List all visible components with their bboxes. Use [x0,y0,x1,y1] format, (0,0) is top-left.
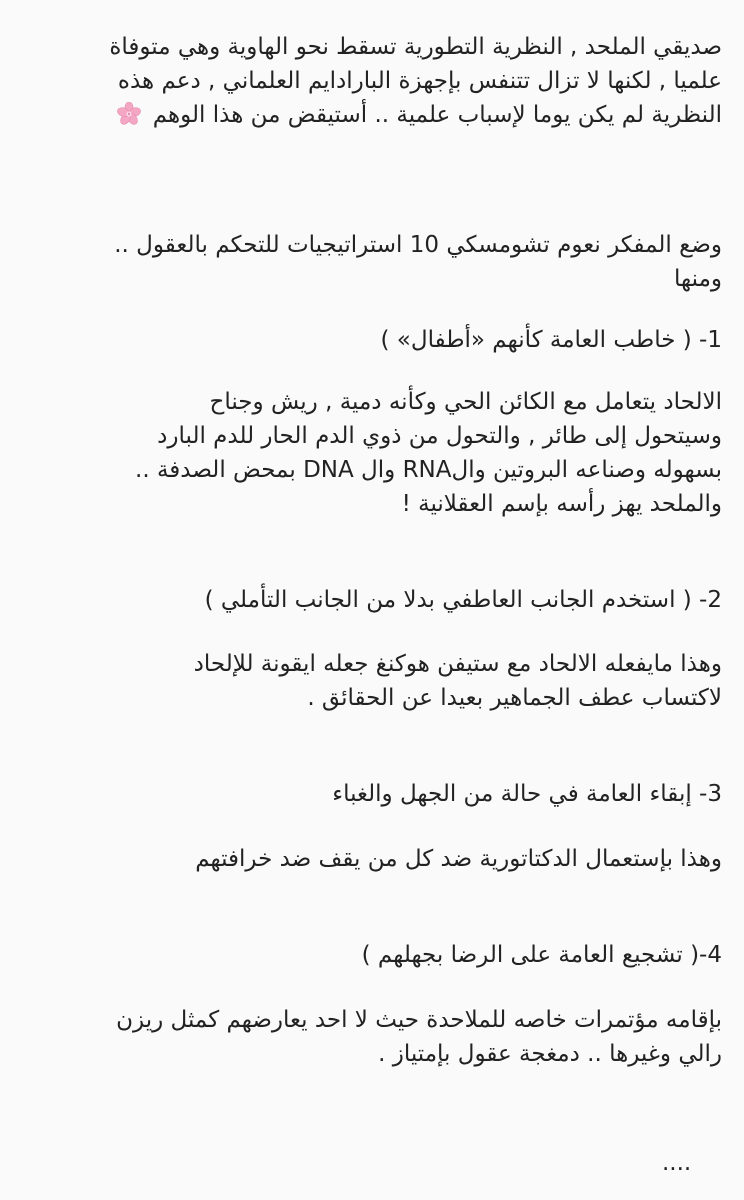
section-3-heading: 3- إبقاء العامة في حالة من الجهل والغباء [332,781,722,807]
section-2-body [40,647,722,715]
intro-line-last: النظرية لم يكن يوما لإسباب علمية .. أستيقض من هذا الوهم [40,98,722,132]
section-2-body-line: لاكتساب عطف الجماهير بعيدا عن الحقائق . [307,685,722,711]
section-3-body [40,842,722,876]
section-1-body-line: وسيتحول إلى طائر , والتحول من ذوي الدم الحار للدم البارد [157,423,722,449]
section-1-body-line: والملحد يهز رأسه بإسم العقلانية ! [401,491,722,517]
section-4-body [40,1003,722,1071]
intro-line: علميا , لكنها لا تزال تتنفس بإجهزة البارادايم العلماني , دعم هذه [117,68,722,94]
section-1-body-line: بسهوله وصناعه البروتين والRNA وال DNA بمحض الصدفة .. [135,457,722,483]
section-3-body-line: وهذا بإستعمال الدكتاتورية ضد كل من يقف ضد خرافتهم [195,846,722,872]
continuation-ellipsis: .... [662,1150,692,1176]
section-4-body-line: بإقامه مؤتمرات خاصه للملاحدة حيث لا احد يعارضهم كمثل ريزن [116,1007,722,1033]
section-1-body [40,385,722,521]
section-1-body-line: الالحاد يتعامل مع الكائن الحي وكأنه دمية , ريش وجناح [209,389,722,415]
cherry-blossom-icon [117,102,141,126]
section-2-body-line: وهذا مايفعله الالحاد مع ستيفن هوكنغ جعله ايقونة للإلحاد [193,651,722,677]
intro-paragraph [40,30,722,132]
section-1-heading: 1- ( خاطب العامة كأنهم «أطفال» ) [380,327,722,353]
lead-paragraph [40,228,722,296]
section-4-body-line: رالي وغيرها .. دمغجة عقول بإمتياز . [378,1041,722,1067]
lead-line: ومنها [674,266,722,292]
intro-line: صديقي الملحد , النظرية التطورية تسقط نحو الهاوية وهي متوفاة [109,34,722,60]
section-4-heading: 4-( تشجيع العامة على الرضا بجهلهم ) [361,942,722,968]
section-2-heading: 2- ( استخدم الجانب العاطفي بدلا من الجانب التأملي ) [204,587,722,613]
lead-line: وضع المفكر نعوم تشومسكي 10 استراتيجيات للتحكم بالعقول .. [114,232,722,258]
